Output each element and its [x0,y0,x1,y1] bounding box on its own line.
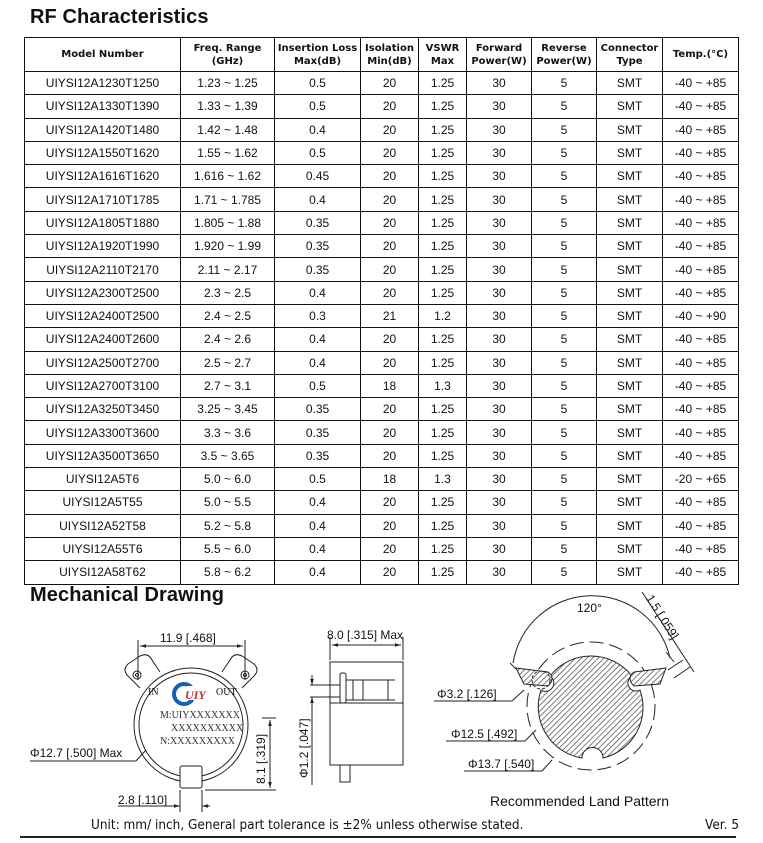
table-cell: 0.4 [275,281,361,304]
table-cell: 5 [532,328,597,351]
table-cell: -40 ~ +85 [663,514,739,537]
table-cell: 1.616 ~ 1.62 [181,165,275,188]
table-cell: 5 [532,398,597,421]
table-cell: 0.5 [275,72,361,95]
table-cell: 1.25 [419,235,467,258]
marking-model: M:UIYXXXXXXX [160,710,240,721]
table-cell: 0.4 [275,514,361,537]
table-cell: 5 [532,537,597,560]
table-cell: -40 ~ +85 [663,421,739,444]
mechanical-drawing-title: Mechanical Drawing [30,584,225,606]
column-header-line2: Min(dB) [367,55,412,67]
table-cell: 20 [361,444,419,467]
table-cell: 2.7 ~ 3.1 [181,374,275,397]
table-cell: 1.25 [419,398,467,421]
table-cell: 5 [532,72,597,95]
table-cell: 0.35 [275,235,361,258]
table-cell: 1.25 [419,281,467,304]
table-cell: 5 [532,491,597,514]
table-cell: 0.4 [275,188,361,211]
footer-note: Unit: mm/ inch, General part tolerance is ±2% unless otherwise stated. [91,818,524,833]
table-cell: -40 ~ +90 [663,304,739,327]
table-cell: 20 [361,398,419,421]
table-cell: 20 [361,491,419,514]
column-header-line1: Freq. Range [193,42,262,54]
table-cell: 0.35 [275,211,361,234]
table-cell: 30 [467,258,532,281]
column-header-line1: Model Number [61,49,144,60]
table-cell: 0.35 [275,421,361,444]
table-cell: 1.25 [419,491,467,514]
table-cell: 30 [467,328,532,351]
table-cell: 18 [361,374,419,397]
table-cell: 3.5 ~ 3.65 [181,444,275,467]
table-cell: 1.23 ~ 1.25 [181,72,275,95]
table-cell: 0.5 [275,95,361,118]
angle-dimension: 120° [577,601,602,615]
table-cell: 5.5 ~ 6.0 [181,537,275,560]
table-cell: 30 [467,304,532,327]
table-cell: 5.2 ~ 5.8 [181,514,275,537]
table-cell: 0.45 [275,165,361,188]
table-cell: SMT [597,95,663,118]
table-cell: UIYSI12A1550T1620 [25,141,181,164]
table-cell: 1.25 [419,141,467,164]
hole-diameter-dimension: Φ3.2 [.126] [437,687,497,701]
table-cell: UIYSI12A1420T1480 [25,118,181,141]
table-cell: UIYSI12A1805T1880 [25,211,181,234]
rf-characteristics-title: RF Characteristics [30,6,209,28]
table-cell: -40 ~ +85 [663,72,739,95]
table-cell: 18 [361,468,419,491]
table-cell: -40 ~ +85 [663,444,739,467]
column-header-line2: Max [430,55,455,67]
tab-width-dimension: 2.8 [.110] [118,793,168,807]
table-cell: UIYSI12A2300T2500 [25,281,181,304]
table-cell: 1.55 ~ 1.62 [181,141,275,164]
table-cell: SMT [597,258,663,281]
table-cell: 20 [361,95,419,118]
table-cell: -40 ~ +85 [663,491,739,514]
table-cell: 5 [532,351,597,374]
table-cell: UIYSI12A3300T3600 [25,421,181,444]
table-cell: 30 [467,444,532,467]
column-header-line1: Connector [600,42,659,54]
table-cell: -40 ~ +85 [663,141,739,164]
land-pattern-caption: Recommended Land Pattern [490,793,669,809]
table-cell: 5.0 ~ 6.0 [181,468,275,491]
table-cell: 20 [361,351,419,374]
uiy-logo-icon [174,684,209,704]
table-cell: 5 [532,421,597,444]
pin-diameter-dimension: Φ1.2 [.047] [297,718,311,778]
table-cell: UIYSI12A5T55 [25,491,181,514]
table-cell: 1.3 [419,374,467,397]
table-cell: 30 [467,211,532,234]
column-header-line1: VSWR [425,42,460,54]
table-cell: UIYSI12A55T6 [25,537,181,560]
table-cell: 1.25 [419,165,467,188]
table-cell: 0.4 [275,537,361,560]
table-cell: -40 ~ +85 [663,398,739,421]
table-cell: 0.3 [275,304,361,327]
table-cell: -20 ~ +65 [663,468,739,491]
table-cell: UIYSI12A52T58 [25,514,181,537]
table-cell: 2.4 ~ 2.5 [181,304,275,327]
table-cell: SMT [597,188,663,211]
table-cell: SMT [597,468,663,491]
table-cell: 20 [361,537,419,560]
table-cell: 30 [467,95,532,118]
table-cell: SMT [597,211,663,234]
table-cell: 5 [532,304,597,327]
table-cell: UIYSI12A58T62 [25,561,181,584]
table-cell: SMT [597,491,663,514]
table-cell: 3.3 ~ 3.6 [181,421,275,444]
column-header-line1: Forward [475,42,523,54]
table-cell: 0.35 [275,398,361,421]
table-cell: -40 ~ +85 [663,211,739,234]
table-cell: 0.35 [275,444,361,467]
table-cell: 1.25 [419,328,467,351]
marking-line2: XXXXXXXXXX [171,723,244,734]
table-cell: 1.33 ~ 1.39 [181,95,275,118]
table-cell: 30 [467,374,532,397]
top-diameter-dimension: Φ12.7 [.500] Max [30,746,123,760]
table-cell: 0.5 [275,141,361,164]
table-cell: 5 [532,468,597,491]
table-cell: UIYSI12A2400T2600 [25,328,181,351]
table-cell: 0.4 [275,351,361,374]
table-cell: 1.25 [419,118,467,141]
table-cell: 21 [361,304,419,327]
table-cell: UIYSI12A3500T3650 [25,444,181,467]
table-cell: -40 ~ +85 [663,374,739,397]
table-cell: 20 [361,118,419,141]
table-cell: 30 [467,421,532,444]
column-header-line1: Temp.(°C) [672,49,729,60]
table-cell: 1.25 [419,514,467,537]
table-cell: 5 [532,281,597,304]
table-cell: 2.3 ~ 2.5 [181,281,275,304]
table-cell: 1.25 [419,95,467,118]
table-cell: 30 [467,118,532,141]
column-header-line2: Power(W) [471,55,527,67]
table-cell: UIYSI12A1616T1620 [25,165,181,188]
column-header-line2: Max(dB) [293,55,342,67]
table-cell: 0.4 [275,328,361,351]
out-port-label: OUT [216,687,237,698]
table-cell: SMT [597,141,663,164]
table-cell: 5 [532,258,597,281]
table-cell: 5 [532,561,597,584]
table-cell: 5.0 ~ 5.5 [181,491,275,514]
table-cell: UIYSI12A2700T3100 [25,374,181,397]
table-cell: 1.920 ~ 1.99 [181,235,275,258]
table-cell: SMT [597,165,663,188]
table-cell: 1.25 [419,188,467,211]
table-cell: 5.8 ~ 6.2 [181,561,275,584]
table-cell: 20 [361,165,419,188]
table-cell: SMT [597,374,663,397]
table-cell: SMT [597,514,663,537]
table-cell: 1.25 [419,258,467,281]
table-cell: -40 ~ +85 [663,188,739,211]
table-cell: 1.805 ~ 1.88 [181,211,275,234]
table-cell: 20 [361,421,419,444]
table-cell: 5 [532,95,597,118]
table-cell: 5 [532,235,597,258]
table-cell: -40 ~ +85 [663,281,739,304]
table-cell: 1.25 [419,211,467,234]
table-cell: 5 [532,118,597,141]
table-cell: -40 ~ +85 [663,235,739,258]
side-view-drawing [310,637,403,785]
table-cell: SMT [597,444,663,467]
table-cell: 30 [467,468,532,491]
table-cell: 0.4 [275,118,361,141]
table-cell: SMT [597,561,663,584]
table-cell: SMT [597,72,663,95]
gap-dimension: 1.5 [.059] [643,592,682,642]
table-cell: 30 [467,281,532,304]
table-cell: UIYSI12A2400T2500 [25,304,181,327]
table-cell: 1.71 ~ 1.785 [181,188,275,211]
table-cell: 20 [361,72,419,95]
table-cell: 30 [467,491,532,514]
table-cell: SMT [597,328,663,351]
table-cell: 5 [532,188,597,211]
table-cell: SMT [597,304,663,327]
table-cell: -40 ~ +85 [663,561,739,584]
table-cell: 1.25 [419,351,467,374]
table-cell: 5 [532,444,597,467]
top-height-dimension: 8.1 [.319] [254,733,268,784]
table-cell: 20 [361,258,419,281]
column-header-line1: Insertion Loss [277,42,358,54]
table-cell: 5 [532,514,597,537]
table-cell: SMT [597,281,663,304]
table-cell: 30 [467,72,532,95]
table-cell: SMT [597,537,663,560]
column-header-line1: Isolation [365,42,414,54]
table-cell: 5 [532,165,597,188]
table-cell: SMT [597,118,663,141]
table-cell: 1.3 [419,468,467,491]
table-cell: UIYSI12A1920T1990 [25,235,181,258]
table-cell: -40 ~ +85 [663,95,739,118]
table-cell: 30 [467,561,532,584]
table-cell: UIYSI12A3250T3450 [25,398,181,421]
outline-diameter-dimension: Φ13.7 [.540] [468,757,535,771]
column-header-line2: (GHz) [211,55,244,67]
table-cell: 1.25 [419,561,467,584]
table-cell: 1.25 [419,444,467,467]
table-cell: 20 [361,235,419,258]
table-cell: 0.4 [275,491,361,514]
table-cell: UIYSI12A2110T2170 [25,258,181,281]
table-cell: 20 [361,514,419,537]
table-cell: 5 [532,374,597,397]
table-cell: 30 [467,235,532,258]
svg-text:UIY: UIY [185,688,206,702]
table-cell: 5 [532,211,597,234]
table-cell: 20 [361,328,419,351]
table-cell: SMT [597,351,663,374]
side-width-dimension: 8.0 [.315] Max [327,628,404,642]
table-cell: 30 [467,514,532,537]
table-cell: UIYSI12A1230T1250 [25,72,181,95]
table-cell: UIYSI12A5T6 [25,468,181,491]
table-cell: 3.25 ~ 3.45 [181,398,275,421]
table-cell: 0.5 [275,468,361,491]
table-cell: 1.25 [419,537,467,560]
table-cell: 30 [467,537,532,560]
in-port-label: IN [148,687,159,698]
table-cell: 30 [467,141,532,164]
table-cell: UIYSI12A1710T1785 [25,188,181,211]
table-cell: 1.25 [419,72,467,95]
column-header-line1: Reverse [541,42,587,54]
column-header-line2: Power(W) [536,55,592,67]
table-cell: 0.35 [275,258,361,281]
table-cell: 5 [532,141,597,164]
table-cell: 0.4 [275,561,361,584]
table-cell: 20 [361,188,419,211]
table-cell: -40 ~ +85 [663,351,739,374]
table-cell: 20 [361,141,419,164]
table-cell: 0.5 [275,374,361,397]
table-cell: -40 ~ +85 [663,165,739,188]
table-cell: 20 [361,561,419,584]
table-cell: 2.4 ~ 2.6 [181,328,275,351]
table-cell: 1.2 [419,304,467,327]
table-cell: SMT [597,421,663,444]
top-width-dimension: 11.9 [.468] [160,631,216,645]
table-cell: SMT [597,235,663,258]
table-cell: 30 [467,165,532,188]
table-cell: -40 ~ +85 [663,328,739,351]
table-cell: UIYSI12A1330T1390 [25,95,181,118]
table-cell: -40 ~ +85 [663,258,739,281]
table-cell: -40 ~ +85 [663,537,739,560]
table-cell: 20 [361,281,419,304]
version-label: Ver. 5 [705,818,740,833]
table-cell: 1.42 ~ 1.48 [181,118,275,141]
footer-divider [20,836,736,838]
table-cell: 1.25 [419,421,467,444]
table-cell: 30 [467,188,532,211]
table-cell: 30 [467,398,532,421]
table-cell: 20 [361,211,419,234]
marking-serial: N:XXXXXXXXX [160,736,235,747]
table-cell: 2.5 ~ 2.7 [181,351,275,374]
pad-diameter-dimension: Φ12.5 [.492] [451,727,518,741]
table-cell: UIYSI12A2500T2700 [25,351,181,374]
table-cell: 30 [467,351,532,374]
table-cell: -40 ~ +85 [663,118,739,141]
column-header-line2: Type [616,55,643,67]
table-cell: SMT [597,398,663,421]
table-cell: 2.11 ~ 2.17 [181,258,275,281]
